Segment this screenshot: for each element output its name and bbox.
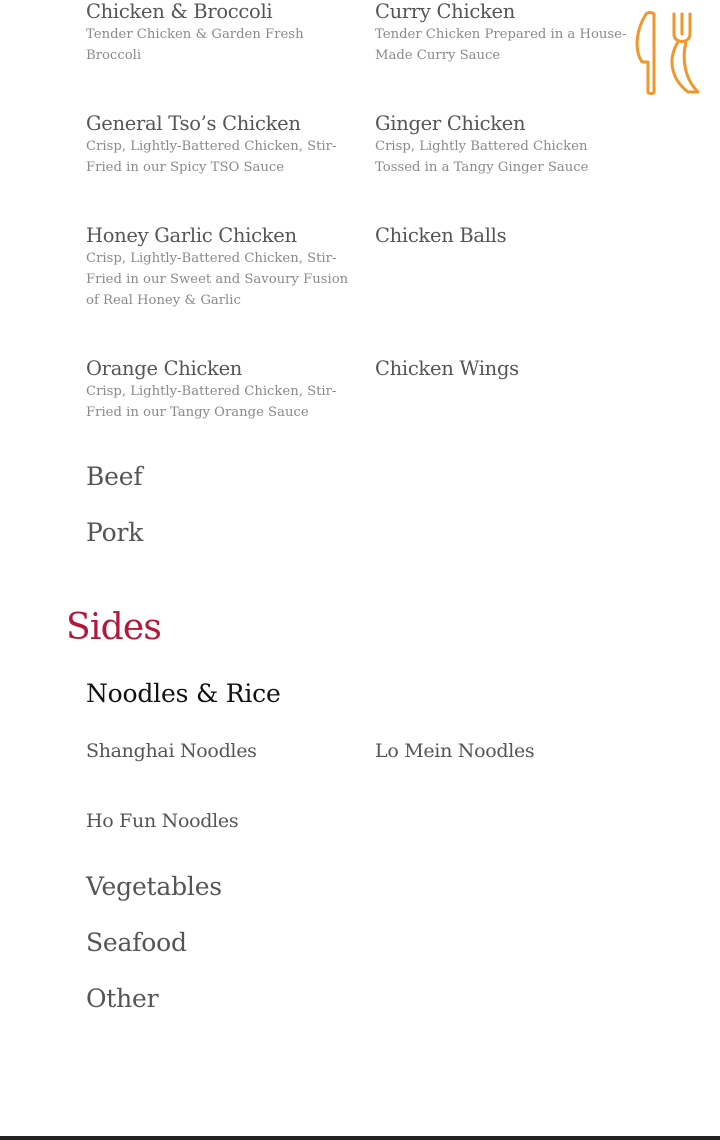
menu-item[interactable] (375, 224, 637, 248)
fork-knife-icon (630, 8, 708, 96)
menu-item-description: Crisp, Lightly-Battered Chicken, Stir-Fried in our Sweet and Savoury Fusion of Real Honey & Garlic (86, 251, 349, 308)
category-beef[interactable]: Beef (86, 462, 143, 491)
bottom-divider (0, 1136, 720, 1140)
menu-item[interactable] (86, 112, 348, 178)
menu-item-name: Honey Garlic Chicken (86, 224, 297, 247)
menu-item-description: Crisp, Lightly Battered Chicken Tossed in a Tangy Ginger Sauce (375, 139, 589, 175)
menu-item-description: Tender Chicken & Garden Fresh Broccoli (86, 27, 304, 63)
menu-item[interactable] (375, 112, 637, 178)
category-other[interactable]: Other (86, 984, 159, 1013)
menu-item-name: Chicken & Broccoli (86, 0, 273, 23)
menu-item-name: General Tso’s Chicken (86, 112, 301, 135)
menu-item-name: Ginger Chicken (375, 112, 526, 135)
menu-item-description: Tender Chicken Prepared in a House-Made Curry Sauce (375, 27, 627, 63)
menu-item-description: Crisp, Lightly-Battered Chicken, Stir-Fried in our Tangy Orange Sauce (86, 384, 337, 420)
category-seafood[interactable]: Seafood (86, 928, 187, 957)
menu-item[interactable] (86, 0, 348, 66)
menu-item[interactable] (86, 357, 348, 423)
section-title-sides: Sides (66, 607, 162, 648)
menu-item[interactable] (375, 0, 633, 66)
side-item[interactable]: Ho Fun Noodles (86, 810, 239, 832)
menu-item-name: Orange Chicken (86, 357, 243, 380)
side-item[interactable]: Lo Mein Noodles (375, 740, 535, 762)
side-item[interactable]: Shanghai Noodles (86, 740, 257, 762)
category-pork[interactable]: Pork (86, 518, 144, 547)
category-vegetables[interactable]: Vegetables (86, 872, 222, 901)
menu-item[interactable] (86, 224, 352, 311)
menu-item-name: Chicken Balls (375, 224, 507, 247)
menu-item-description: Crisp, Lightly-Battered Chicken, Stir-Fried in our Spicy TSO Sauce (86, 139, 337, 175)
menu-item[interactable] (375, 357, 637, 381)
subsection-noodles-rice[interactable]: Noodles & Rice (86, 679, 281, 708)
menu-item-name: Curry Chicken (375, 0, 515, 23)
menu-item-name: Chicken Wings (375, 357, 519, 380)
